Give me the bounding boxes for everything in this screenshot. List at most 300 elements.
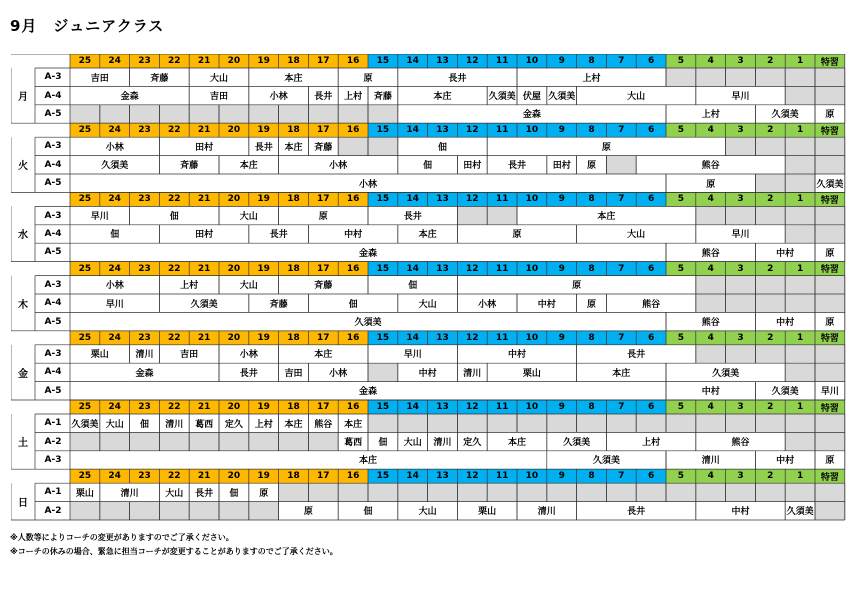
empty-cell — [815, 276, 845, 294]
coach-cell: 本庄 — [517, 206, 696, 224]
coach-cell: 原 — [815, 312, 845, 330]
coach-cell: 清川 — [428, 432, 458, 450]
header-cell: 6 — [636, 331, 666, 345]
coach-cell: 小林 — [70, 276, 159, 294]
header-cell: 11 — [487, 262, 517, 276]
header-cell: 6 — [636, 400, 666, 414]
header-cell: 9 — [547, 123, 577, 137]
coach-cell: 原 — [815, 451, 845, 469]
empty-cell — [815, 206, 845, 224]
header-cell: 13 — [428, 262, 458, 276]
coach-cell: 早川 — [70, 294, 159, 312]
coach-cell: 栗山 — [70, 483, 100, 501]
header-cell: 特習 — [815, 469, 845, 483]
coach-cell: 田村 — [457, 156, 487, 174]
row-label: A-3 — [44, 210, 62, 221]
coach-cell: 佃 — [398, 137, 487, 155]
coach-cell: 大山 — [219, 206, 279, 224]
header-cell: 3 — [726, 123, 756, 137]
empty-cell — [696, 206, 726, 224]
header-cell: 13 — [428, 331, 458, 345]
coach-cell: 中村 — [457, 345, 576, 363]
header-cell: 4 — [696, 192, 726, 206]
empty-cell — [815, 502, 845, 520]
empty-cell — [368, 483, 398, 501]
header-cell: 8 — [577, 400, 607, 414]
header-cell: 8 — [577, 192, 607, 206]
header-cell: 7 — [606, 54, 636, 68]
empty-cell — [308, 432, 338, 450]
coach-cell: 本庄 — [577, 363, 666, 381]
coach-cell: 田村 — [159, 137, 248, 155]
header-cell: 23 — [130, 54, 160, 68]
coach-cell: 本庄 — [279, 345, 368, 363]
empty-cell — [785, 276, 815, 294]
header-cell: 22 — [159, 469, 189, 483]
coach-cell: 原 — [279, 206, 368, 224]
empty-cell — [785, 294, 815, 312]
header-cell: 1 — [785, 331, 815, 345]
empty-cell — [785, 156, 815, 174]
empty-cell — [368, 363, 398, 381]
header-cell: 16 — [338, 331, 368, 345]
coach-cell: 原 — [249, 483, 279, 501]
coach-cell: 早川 — [696, 225, 785, 243]
coach-cell: 熊谷 — [606, 294, 695, 312]
empty-cell — [606, 483, 636, 501]
empty-cell — [785, 432, 815, 450]
coach-cell: 金森 — [70, 243, 666, 261]
empty-cell — [130, 432, 160, 450]
empty-cell — [398, 483, 428, 501]
coach-cell: 斉藤 — [279, 276, 368, 294]
header-cell: 25 — [70, 192, 100, 206]
empty-cell — [219, 432, 249, 450]
header-cell: 17 — [308, 331, 338, 345]
empty-cell — [785, 68, 815, 86]
header-cell: 10 — [517, 469, 547, 483]
header-cell: 4 — [696, 469, 726, 483]
header-cell: 特習 — [815, 331, 845, 345]
empty-cell — [755, 294, 785, 312]
header-cell: 9 — [547, 192, 577, 206]
coach-cell: 久須美 — [70, 156, 159, 174]
empty-cell — [636, 483, 666, 501]
empty-cell — [755, 174, 785, 192]
coach-cell: 久須美 — [547, 432, 607, 450]
coach-cell: 清川 — [517, 502, 577, 520]
header-cell: 22 — [159, 192, 189, 206]
row-label: A-3 — [44, 348, 62, 359]
coach-cell: 大山 — [159, 483, 189, 501]
coach-cell: 早川 — [696, 86, 785, 104]
coach-cell: 斉藤 — [308, 137, 338, 155]
coach-cell: 吉田 — [279, 363, 309, 381]
empty-cell — [100, 502, 130, 520]
header-cell: 1 — [785, 123, 815, 137]
coach-cell: 清川 — [666, 451, 755, 469]
header-cell: 22 — [159, 54, 189, 68]
row-label: A-1 — [44, 418, 62, 429]
day-label: 金 — [18, 368, 28, 380]
empty-cell — [755, 276, 785, 294]
header-cell: 3 — [726, 469, 756, 483]
coach-cell: 金森 — [70, 382, 666, 400]
header-cell: 8 — [577, 262, 607, 276]
header-cell: 11 — [487, 192, 517, 206]
header-cell: 25 — [70, 54, 100, 68]
header-cell: 20 — [219, 469, 249, 483]
header-cell: 15 — [368, 192, 398, 206]
coach-cell: 小林 — [308, 363, 368, 381]
row-label: A-2 — [44, 505, 62, 516]
coach-cell: 早川 — [815, 382, 845, 400]
header-cell: 14 — [398, 123, 428, 137]
day-label: 日 — [18, 498, 28, 510]
header-cell: 16 — [338, 192, 368, 206]
coach-cell: 金森 — [398, 105, 666, 123]
empty-cell — [547, 483, 577, 501]
header-cell: 9 — [547, 262, 577, 276]
coach-cell: 小林 — [70, 174, 666, 192]
header-cell: 24 — [100, 262, 130, 276]
header-cell: 11 — [487, 469, 517, 483]
header-cell: 19 — [249, 331, 279, 345]
empty-cell — [696, 483, 726, 501]
empty-cell — [785, 345, 815, 363]
header-cell: 25 — [70, 400, 100, 414]
header-cell: 21 — [189, 262, 219, 276]
coach-cell: 久須美 — [487, 86, 517, 104]
coach-cell: 熊谷 — [666, 312, 755, 330]
coach-cell: 佃 — [368, 432, 398, 450]
header-cell: 23 — [130, 469, 160, 483]
header-cell: 16 — [338, 262, 368, 276]
coach-cell: 伏屋 — [517, 86, 547, 104]
empty-cell — [785, 137, 815, 155]
coach-cell: 熊谷 — [666, 243, 755, 261]
empty-cell — [457, 206, 487, 224]
coach-cell: 清川 — [159, 414, 189, 432]
header-cell: 3 — [726, 400, 756, 414]
coach-cell: 中村 — [666, 382, 755, 400]
header-cell: 17 — [308, 54, 338, 68]
empty-cell — [726, 294, 756, 312]
empty-cell — [338, 483, 368, 501]
header-cell: 18 — [279, 192, 309, 206]
header-cell: 5 — [666, 123, 696, 137]
empty-cell — [70, 432, 100, 450]
coach-cell: 中村 — [755, 451, 815, 469]
empty-cell — [279, 105, 309, 123]
row-label: A-5 — [44, 316, 62, 327]
header-cell: 7 — [606, 262, 636, 276]
empty-cell — [785, 414, 815, 432]
empty-cell — [755, 206, 785, 224]
header-cell: 18 — [279, 331, 309, 345]
row-label: A-3 — [44, 279, 62, 290]
header-cell: 6 — [636, 262, 666, 276]
header-cell: 25 — [70, 123, 100, 137]
coach-cell: 葛西 — [189, 414, 219, 432]
header-cell: 9 — [547, 54, 577, 68]
empty-cell — [726, 137, 756, 155]
coach-cell: 原 — [279, 502, 339, 520]
coach-cell: 栗山 — [457, 502, 517, 520]
header-cell: 5 — [666, 54, 696, 68]
header-cell: 15 — [368, 123, 398, 137]
empty-cell — [70, 502, 100, 520]
empty-cell — [70, 105, 100, 123]
header-cell: 18 — [279, 54, 309, 68]
schedule-grid — [11, 54, 846, 522]
coach-cell: 中村 — [398, 363, 458, 381]
empty-cell — [577, 414, 607, 432]
coach-cell: 佃 — [130, 414, 160, 432]
header-cell: 15 — [368, 469, 398, 483]
coach-cell: 本庄 — [249, 68, 338, 86]
row-label: A-4 — [44, 159, 62, 170]
day-label: 木 — [18, 299, 28, 311]
header-cell: 25 — [70, 262, 100, 276]
coach-cell: 原 — [577, 156, 607, 174]
coach-cell: 本庄 — [398, 86, 487, 104]
row-label: A-4 — [44, 90, 62, 101]
header-cell: 2 — [755, 331, 785, 345]
header-cell: 特習 — [815, 262, 845, 276]
header-cell: 6 — [636, 54, 666, 68]
header-cell: 特習 — [815, 123, 845, 137]
coach-cell: 原 — [457, 276, 695, 294]
coach-cell: 長井 — [219, 363, 279, 381]
empty-cell — [755, 414, 785, 432]
empty-cell — [428, 414, 458, 432]
day-label: 月 — [18, 92, 28, 104]
coach-cell: 原 — [487, 137, 725, 155]
empty-cell — [815, 225, 845, 243]
header-cell: 3 — [726, 331, 756, 345]
coach-cell: 上村 — [517, 68, 666, 86]
header-cell: 11 — [487, 331, 517, 345]
empty-cell — [696, 68, 726, 86]
header-cell: 1 — [785, 192, 815, 206]
empty-cell — [726, 68, 756, 86]
empty-cell — [487, 414, 517, 432]
coach-cell: 本庄 — [398, 225, 458, 243]
header-cell: 24 — [100, 192, 130, 206]
header-cell: 2 — [755, 192, 785, 206]
empty-cell — [815, 414, 845, 432]
header-cell: 13 — [428, 192, 458, 206]
coach-cell: 長井 — [577, 502, 696, 520]
coach-cell: 本庄 — [279, 414, 309, 432]
row-label: A-3 — [44, 72, 62, 83]
coach-cell: 長井 — [487, 156, 547, 174]
empty-cell — [755, 483, 785, 501]
coach-cell: 久須美 — [755, 105, 815, 123]
header-cell: 6 — [636, 123, 666, 137]
header-cell: 13 — [428, 54, 458, 68]
coach-cell: 清川 — [130, 345, 160, 363]
header-cell: 23 — [130, 262, 160, 276]
empty-cell — [130, 502, 160, 520]
header-cell: 5 — [666, 469, 696, 483]
header-cell: 16 — [338, 54, 368, 68]
day-label: 土 — [18, 438, 28, 450]
coach-cell: 吉田 — [189, 86, 249, 104]
header-cell: 23 — [130, 123, 160, 137]
header-cell: 13 — [428, 400, 458, 414]
coach-cell: 大山 — [398, 502, 458, 520]
header-cell: 12 — [457, 331, 487, 345]
coach-cell: 中村 — [755, 243, 815, 261]
empty-cell — [815, 294, 845, 312]
header-cell: 18 — [279, 262, 309, 276]
page-title: 9月 ジュニアクラス — [10, 17, 165, 35]
header-cell: 8 — [577, 469, 607, 483]
empty-cell — [249, 502, 279, 520]
empty-cell — [755, 68, 785, 86]
header-cell: 10 — [517, 54, 547, 68]
header-cell: 15 — [368, 262, 398, 276]
header-cell: 4 — [696, 262, 726, 276]
coach-cell: 大山 — [219, 276, 279, 294]
empty-cell — [755, 137, 785, 155]
header-cell: 21 — [189, 192, 219, 206]
coach-cell: 原 — [666, 174, 755, 192]
header-cell: 21 — [189, 331, 219, 345]
header-cell: 6 — [636, 469, 666, 483]
header-cell: 14 — [398, 262, 428, 276]
coach-cell: 久須美 — [755, 382, 815, 400]
empty-cell — [219, 105, 249, 123]
coach-cell: 原 — [815, 243, 845, 261]
header-cell: 12 — [457, 262, 487, 276]
empty-cell — [159, 432, 189, 450]
coach-cell: 長井 — [368, 206, 457, 224]
coach-cell: 久須美 — [815, 174, 845, 192]
header-cell: 24 — [100, 54, 130, 68]
header-cell: 8 — [577, 123, 607, 137]
header-cell: 3 — [726, 192, 756, 206]
empty-cell — [815, 156, 845, 174]
coach-cell: 長井 — [249, 137, 279, 155]
coach-cell: 佃 — [338, 502, 398, 520]
coach-cell: 定久 — [457, 432, 487, 450]
header-cell: 14 — [398, 331, 428, 345]
row-label: A-4 — [44, 367, 62, 378]
coach-cell: 本庄 — [487, 432, 547, 450]
coach-cell: 大山 — [100, 414, 130, 432]
empty-cell — [815, 483, 845, 501]
header-cell: 13 — [428, 469, 458, 483]
header-cell: 19 — [249, 123, 279, 137]
coach-cell: 上村 — [338, 86, 368, 104]
empty-cell — [279, 483, 309, 501]
header-cell: 19 — [249, 400, 279, 414]
header-cell: 14 — [398, 192, 428, 206]
coach-cell: 上村 — [606, 432, 695, 450]
empty-cell — [606, 156, 636, 174]
header-cell: 1 — [785, 54, 815, 68]
header-cell: 22 — [159, 262, 189, 276]
coach-cell: 上村 — [249, 414, 279, 432]
header-cell: 17 — [308, 400, 338, 414]
header-cell: 3 — [726, 262, 756, 276]
row-label: A-4 — [44, 228, 62, 239]
empty-cell — [487, 206, 517, 224]
coach-cell: 小林 — [219, 345, 279, 363]
header-cell: 20 — [219, 123, 249, 137]
empty-cell — [368, 137, 398, 155]
header-cell: 2 — [755, 262, 785, 276]
coach-cell: 田村 — [159, 225, 248, 243]
coach-cell: 原 — [815, 105, 845, 123]
coach-cell: 斉藤 — [368, 86, 398, 104]
coach-cell: 葛西 — [338, 432, 368, 450]
empty-cell — [100, 432, 130, 450]
coach-cell: 大山 — [398, 294, 458, 312]
header-cell: 9 — [547, 400, 577, 414]
coach-cell: 佃 — [219, 483, 249, 501]
header-cell: 7 — [606, 400, 636, 414]
header-cell: 2 — [755, 400, 785, 414]
coach-cell: 本庄 — [338, 414, 368, 432]
coach-cell: 中村 — [755, 312, 815, 330]
coach-cell: 佃 — [130, 206, 219, 224]
header-cell: 8 — [577, 54, 607, 68]
header-cell: 18 — [279, 400, 309, 414]
empty-cell — [368, 414, 398, 432]
coach-cell: 小林 — [249, 86, 309, 104]
header-cell: 19 — [249, 54, 279, 68]
empty-cell — [368, 105, 398, 123]
header-cell: 4 — [696, 54, 726, 68]
footnote: ※人数等によりコーチの変更がありますのでご了承ください。 — [10, 533, 234, 542]
empty-cell — [666, 68, 696, 86]
coach-cell: 久須美 — [70, 414, 100, 432]
header-cell: 15 — [368, 400, 398, 414]
row-label: A-5 — [44, 108, 62, 119]
header-cell: 21 — [189, 54, 219, 68]
header-cell: 特習 — [815, 54, 845, 68]
empty-cell — [398, 414, 428, 432]
row-label: A-2 — [44, 436, 62, 447]
empty-cell — [815, 345, 845, 363]
coach-cell: 熊谷 — [636, 156, 785, 174]
header-cell: 14 — [398, 400, 428, 414]
empty-cell — [249, 432, 279, 450]
header-cell: 9 — [547, 331, 577, 345]
coach-cell: 久須美 — [547, 86, 577, 104]
coach-cell: 吉田 — [159, 345, 219, 363]
header-cell: 22 — [159, 331, 189, 345]
coach-cell: 原 — [457, 225, 576, 243]
header-cell: 19 — [249, 469, 279, 483]
coach-cell: 原 — [577, 294, 607, 312]
coach-cell: 金森 — [70, 86, 189, 104]
header-cell: 24 — [100, 123, 130, 137]
coach-cell: 早川 — [368, 345, 457, 363]
header-cell: 12 — [457, 469, 487, 483]
empty-cell — [815, 137, 845, 155]
coach-cell: 中村 — [696, 502, 785, 520]
row-label: A-3 — [44, 454, 62, 465]
empty-cell — [457, 483, 487, 501]
coach-cell: 小林 — [70, 137, 159, 155]
empty-cell — [696, 276, 726, 294]
footnote: ※コーチの休みの場合、緊急に担当コーチが変更することがありますのでご了承ください。 — [10, 547, 338, 556]
